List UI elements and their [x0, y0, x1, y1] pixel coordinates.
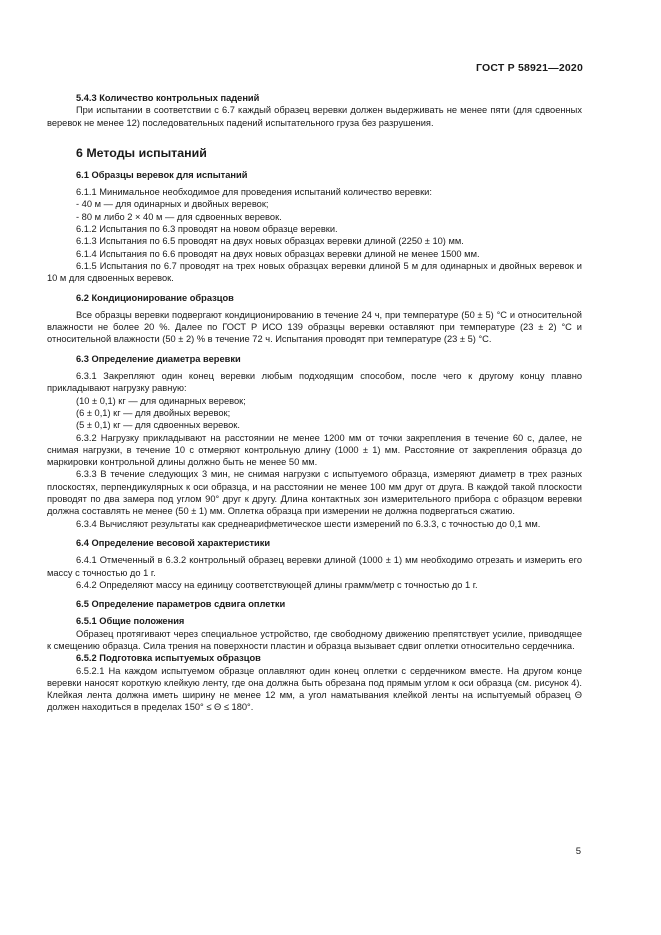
page-content — [47, 92, 582, 714]
paragraph-6-1-5: 6.1.5 Испытания по 6.7 проводят на трех новых образцах веревки длиной 5 м для одинарных и двойных веревок и 10 м для сдвоенных веревок. — [47, 260, 582, 284]
paragraph-6-1-3: 6.1.3 Испытания по 6.5 проводят на двух новых образцах веревки длиной (2250 ± 10) мм. — [76, 236, 464, 247]
page-number: 5 — [575, 846, 581, 857]
paragraph-6-1-4: 6.1.4 Испытания по 6.6 проводят на двух новых образцах веревки длиной не менее 1500 мм. — [76, 248, 480, 259]
section-6-2-title: 6.2 Кондиционирование образцов — [76, 292, 234, 303]
section-5-4-3-title: 5.4.3 Количество контрольных падений — [76, 93, 260, 103]
paragraph-6-3-1: 6.3.1 Закрепляют один конец веревки любым подходящим способом, после чего к другому концу плавно прикладывают нагрузку равную: — [47, 371, 582, 394]
list-item: - 80 м либо 2 × 40 м — для сдвоенных веревок. — [76, 211, 282, 222]
paragraph-6-3-4: 6.3.4 Вычисляют результаты как среднеарифметическое шести измерений по 6.3.3, с точностью до 0,1 мм. — [76, 518, 541, 529]
section-6-5-title: 6.5 Определение параметров сдвига оплетки — [76, 599, 286, 610]
paragraph-6-5-1: Образец протягивают через специальное устройство, где свободному движению препятствует усилие, приводящее к смещению образца. Сила трения на поверхности пластин и образца вызывает сдвиг оплетки относительно сердечника. — [47, 628, 582, 651]
paragraph-6-1-2: 6.1.2 Испытания по 6.3 проводят на новом образце веревки. — [76, 224, 338, 235]
section-5-4-3-text: При испытании в соответствии с 6.7 каждый образец веревки должен выдерживать не менее пяти (для сдвоенных веревок не менее 12) последовательных падений испытательного груза без разрушения. — [47, 105, 582, 128]
section-6-4-title: 6.4 Определение весовой характеристики — [76, 537, 271, 548]
list-item: (6 ± 0,1) кг — для двойных веревок; — [76, 407, 231, 418]
paragraph-6-5-2-1: 6.5.2.1 На каждом испытуемом образце оплавляют один конец оплетки с сердечником вместе. На другом конце веревки наносят короткую клейкую ленту, где она должна быть обрезана под прямым углом к оси образца (см. рисунок 4). Клейкая лента должна иметь ширину не менее 12 мм, а угол наматывания клейкой ленты на испытуемый образец Θ должен находиться в пределах 150° ≤ Θ ≤ 180°. — [47, 665, 582, 713]
list-item: (5 ± 0,1) кг — для сдвоенных веревок. — [76, 420, 240, 431]
paragraph-6-1-1: 6.1.1 Минимальное необходимое для проведения испытаний количество веревки: — [76, 187, 432, 198]
paragraph-6-3-3: 6.3.3 В течение следующих 3 мин, не снимая нагрузки с испытуемого образца, измеряют диаметр в трех разных плоскостях, перпендикулярных к оси образца, и на расстоянии не менее 100 мм друг от друга. В каждой такой плоскости проводят по два замера под углом 90° друг к другу. Длина контактных зон измерительного прибора с образцом веревки должна составлять не менее (50 ± 1) мм. Оплетка образца при измерении не должна подвергаться сжатию. — [47, 469, 582, 517]
list-item: - 40 м — для одинарных и двойных веревок; — [76, 199, 269, 210]
section-6-5-2-title: 6.5.2 Подготовка испытуемых образцов — [76, 653, 261, 664]
paragraph-6-4-2: 6.4.2 Определяют массу на единицу соответствующей длины грамм/метр с точностью до 1 г. — [76, 579, 478, 590]
paragraph-6-2: Все образцы веревки подвергают кондиционированию в течение 24 ч, при температуре (50 ± 5) °C и относительной влажности не более 20 %. Далее по ГОСТ Р ИСО 139 образцы веревки оставляют при температуре (23 ± 2) °C и относительной влажности (50 ± 2) % в течение 72 ч. Испытания проводят при температуре (23 ± 5) °C. — [47, 309, 582, 345]
standard-header: ГОСТ Р 58921—2020 — [475, 62, 583, 74]
section-6-title: 6 Методы испытаний — [76, 145, 207, 160]
list-item: (10 ± 0,1) кг — для одинарных веревок; — [76, 395, 246, 406]
paragraph-6-3-2: 6.3.2 Нагрузку прикладывают на расстоянии не менее 1200 мм от точки закрепления в течение 60 с, далее, не снимая нагрузки, в течение 10 с отмеряют контрольную длину (1000 ± 1) мм. Расстояние от закрепления образца до маркировки контрольной длины должно быть не менее 50 мм. — [47, 432, 582, 468]
paragraph-6-4-1: 6.4.1 Отмеченный в 6.3.2 контрольный образец веревки длиной (1000 ± 1) мм необходимо отрезать и измерить его массу с точностью до 1 г. — [47, 555, 582, 578]
section-6-3-title: 6.3 Определение диаметра веревки — [76, 353, 241, 364]
section-6-5-1-title: 6.5.1 Общие положения — [76, 616, 185, 627]
section-6-1-title: 6.1 Образцы веревок для испытаний — [76, 169, 248, 180]
